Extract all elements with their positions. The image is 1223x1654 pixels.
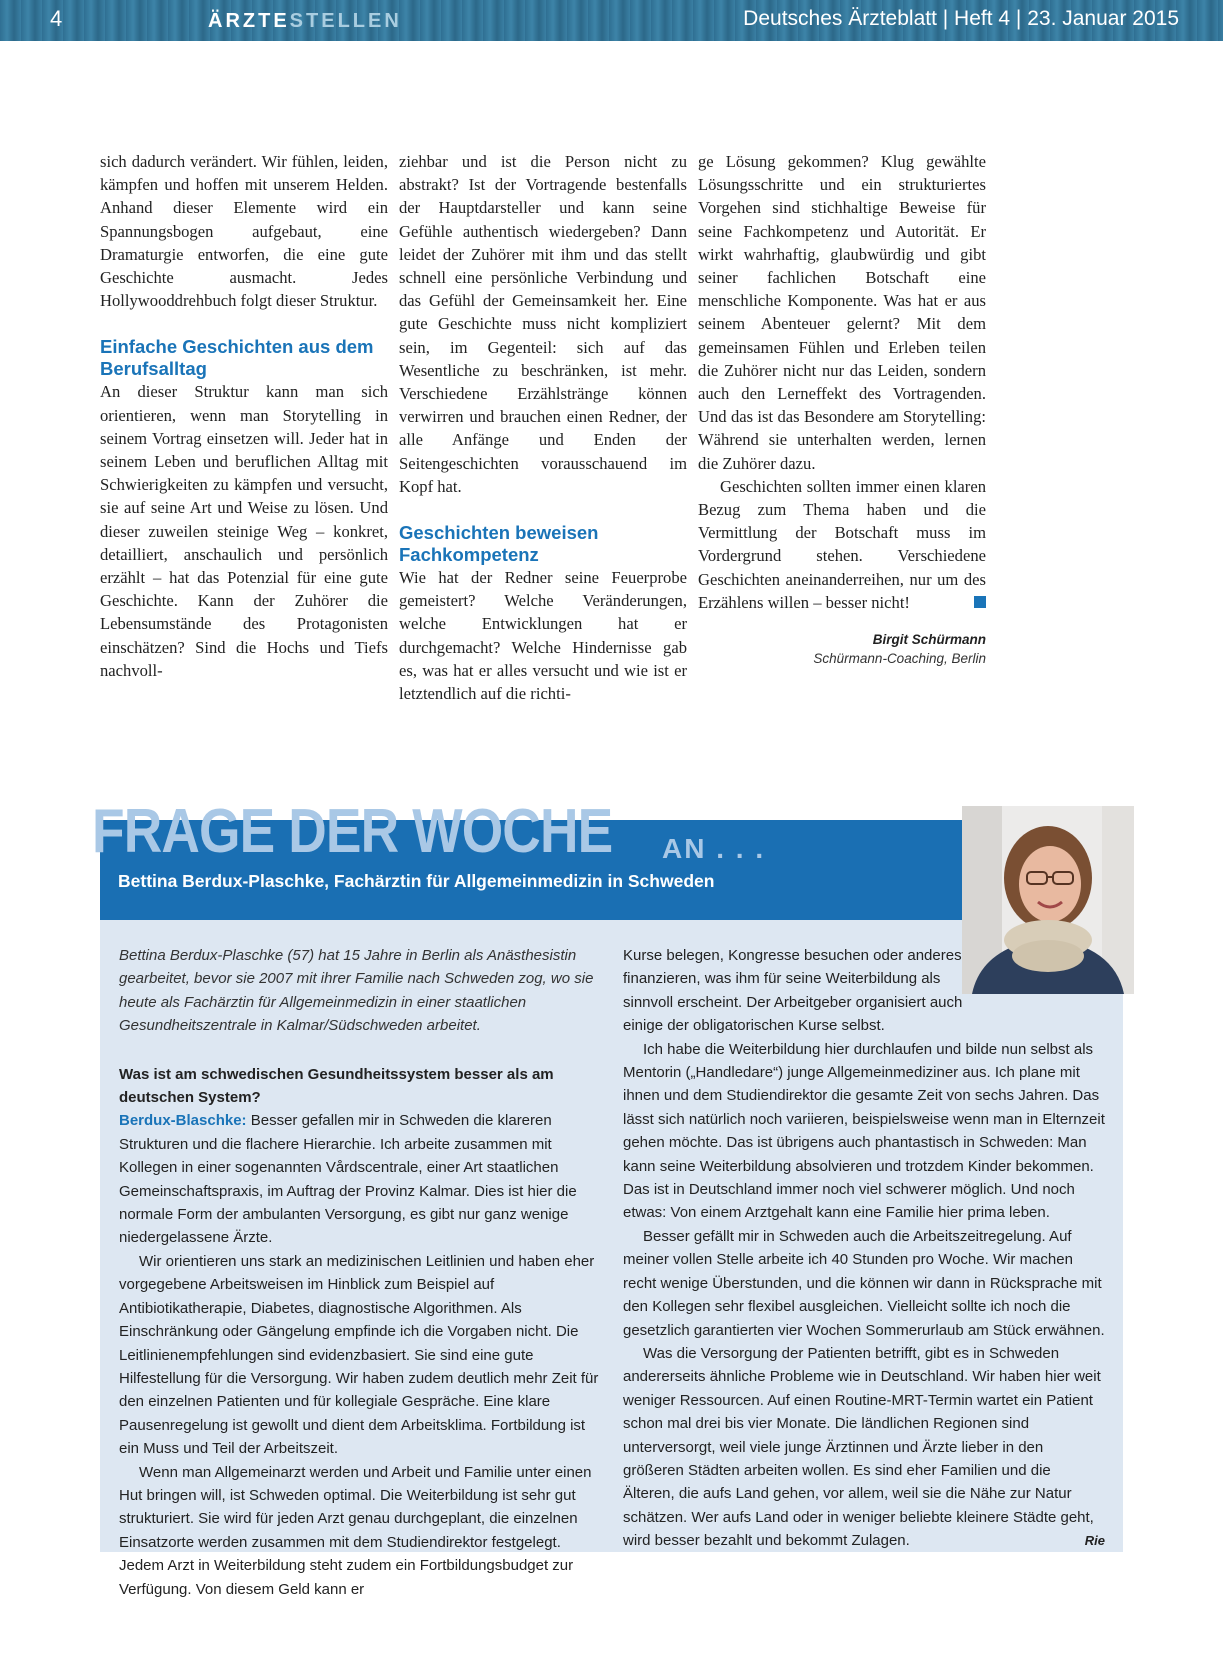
interview-paragraph: Kurse belegen, Kongresse besuchen oder anderes finanzieren, was ihm für seine Weiterbildung als sinnvoll erscheint. Der Arbeitgeber organisiert auch einige der obligatorischen Kurse selbst.: [623, 947, 963, 1035]
section-heading: Geschichten beweisen Fachkompetenz: [399, 522, 599, 566]
page-header: [0, 0, 1223, 41]
issue-info: Deutsches Ärzteblatt | Heft 4 | 23. Januar 2015: [743, 7, 1179, 30]
answer-text: Besser gefallen mir in Schweden die klareren Strukturen und die flachere Hierarchie. Ich arbeite zusammen mit Kollegen in einer sogenannten Vårdscentrale, einer Art staatlichen Gemeinschaftspraxis, im Auftrag der Provinz Kalmar. Dies ist hier die normale Form der ambulanten Versorgung, es gibt nur ganz wenige niedergelassene Ärzte.: [119, 1112, 577, 1247]
interview-paragraph-last: [623, 1342, 1105, 1553]
article-paragraph-last: [698, 475, 986, 614]
article-paragraph: sich dadurch verändert. Wir fühlen, leiden, kämpfen und hoffen mit unserem Helden. Anhand dieser Elemente wird ein Spannungsbogen aufgebaut, eine Dramaturgie entworfen, die eine gute Geschichte ausmacht. Jedes Hollywooddrehbuch folgt dieser Struktur.: [100, 152, 388, 311]
article-column-2: [399, 150, 687, 705]
interview-title: FRAGE DER WOCHE: [92, 797, 613, 866]
interview-column-2: [623, 944, 1105, 1553]
article-column-3: [698, 150, 986, 668]
article-column-1: [100, 150, 388, 682]
interview-answer: [119, 1109, 599, 1249]
article-paragraph: An dieser Struktur kann man sich orientieren, wenn man Storytelling in seinem Vortrag einsetzen will. Jeder hat in seinem Leben und beruflichen Alltag mit Schwierigkeiten zu kämpfen und versucht, sie auf seine Art und Weise zu lösen. Und dieser zuweilen steinige Weg – konkret, detailliert, anschaulich und persönlich erzählt – hat das Potenzial für eine gute Geschichte. Kann der Zuhörer die Lebensumstände des Protagonisten einschätzen? Sind die Hochs und Tiefs nachvoll-: [100, 382, 388, 680]
page-number: 4: [50, 6, 63, 31]
author-block: [698, 630, 986, 668]
interview-column-1: [119, 944, 599, 1601]
brand-part-2: STELLEN: [289, 10, 402, 32]
article-paragraph-text: Geschichten sollten immer einen klaren Bezug zum Thema haben und die Vermittlung der Botschaft muss im Vordergrund stehen. Verschiedene Geschichten aneinanderreihen, nur um des Erzählens willen – besser nicht!: [698, 476, 986, 612]
interview-paragraph-text: Was die Versorgung der Patienten betrifft, gibt es in Schweden andererseits ähnliche Probleme wie in Deutschland. Wir haben hier weit weniger Ressourcen. Auf einen Routine-MRT-Termin wartet ein Patient schon mal drei bis vier Monate. Die ländlichen Regionen sind unterversorgt, weil viele junge Ärztinnen und Ärzte lieber in den größeren Städten arbeiten wollen. Es sind eher Familien und die Älteren, die aufs Land gehen, vor allem, weil sie die Nähe zur Natur schätzen. Wer aufs Land oder in weniger beliebte kleinere Städte geht, wird besser bezahlt und bekommt Zulagen.: [623, 1344, 1101, 1550]
article-paragraph: ge Lösung gekommen? Klug gewählte Lösungsschritte und ein strukturiertes Vorgehen sind stichhaltige Beweise für seine Fachkompetenz und Autorität. Er wirkt wahrhaftig, glaubwürdig und gibt seiner fachlichen Botschaft eine menschliche Komponente. Was hat er aus seinem Abenteuer gelernt? Mit dem gemeinsamen Fühlen und Erleben teilen die Zuhörer nicht nur das Leiden, sondern auch den Lerneffekt des Vortragenden. Und das ist das Besondere am Storytelling: Während sie unterhalten werden, lernen die Zuhörer dazu.: [698, 152, 986, 473]
article-paragraph: ziehbar und ist die Person nicht zu abstrakt? Ist der Vortragende bestenfalls der Hauptdarsteller und kann seine Gefühle authentisch wiedergeben? Dann leidet der Zuhörer mit ihm und das stellt schnell eine persönliche Verbindung und das Gefühl der Gemeinsamkeit her. Eine gute Geschichte muss nicht kompliziert sein, im Gegenteil: sich auf das Wesentliche zu beschränken, ist mehr. Verschiedene Erzählstränge können verwirren und brauchen einen Redner, der alle Anfänge und Enden der Seitengeschichten vorausschauend im Kopf hat.: [399, 152, 687, 496]
interview-signature: Rie: [1084, 1533, 1105, 1549]
author-name: Birgit Schürmann: [872, 632, 986, 648]
brand-logo: [208, 10, 402, 33]
brand-part-1: ÄRZTE: [208, 10, 290, 32]
interview-question: Was ist am schwedischen Gesundheitssystem besser als am deutschen System?: [119, 1065, 554, 1107]
article-paragraph: Wie hat der Redner seine Feuerprobe gemeistert? Welche Veränderungen, welche Entwicklungen hat er durchgemacht? Welche Hindernisse gab es, was hat er alles versucht und wie ist er letztendlich auf die richti-: [399, 568, 687, 704]
interview-subtitle: Bettina Berdux-Plaschke, Fachärztin für Allgemeinmedizin in Schweden: [118, 871, 715, 891]
end-mark-icon: [974, 596, 986, 608]
interview-paragraph: Wenn man Allgemeinarzt werden und Arbeit und Familie unter einen Hut bringen will, ist Schweden optimal. Die Weiterbildung ist sehr gut strukturiert. Sie wird für jeden Arzt genau durchgeplant, die einzelnen Einsatzorte werden zusammen mit dem Studiendirektor festgelegt. Jedem Arzt in Weiterbildung steht zudem ein Fortbildungsbudget zur Verfügung. Von diesem Geld kann er: [119, 1463, 592, 1598]
interview-paragraph: Wir orientieren uns stark an medizinischen Leitlinien und haben eher vorgegebene Arbeitsweisen im Hinblick zum Beispiel auf Antibiotikatherapie, Diabetes, diagnostische Algorithmen. Als Einschränkung oder Gängelung empfinde ich die Vorgaben nicht. Die Leitlinienempfehlungen sind evidenzbasiert. Sie sind eine gute Hilfestellung für die Versorgung. Wir haben zudem deutlich mehr Zeit für den einzelnen Patienten und für kollegiale Gespräche. Eine klare Pausenregelung ist gewollt und dient dem Arbeitsklima. Fortbildung ist ein Muss und Teil der Arbeitszeit.: [119, 1252, 599, 1458]
speaker-label: Berdux-Blaschke:: [119, 1112, 247, 1130]
interview-title-suffix: AN . . .: [662, 833, 766, 864]
author-affiliation: Schürmann-Coaching, Berlin: [813, 651, 986, 667]
section-heading: Einfache Geschichten aus dem Berufsalltag: [100, 336, 374, 380]
interview-paragraph: Ich habe die Weiterbildung hier durchlaufen und bilde nun selbst als Mentorin („Handledare“) junge Allgemeinmediziner aus. Ich plane mit ihnen und dem Studiendirektor die gesamte Zeit von sechs Jahren. Das lässt sich natürlich noch variieren, beispielsweise wenn man in Elternzeit gehen möchte. Das ist übrigens auch phantastisch in Schweden: Man kann seine Weiterbildung absolvieren und trotzdem Kinder bekommen. Das ist in Deutschland immer noch viel schwerer möglich. Und noch etwas: Von einem Arztgehalt kann eine Familie hier prima leben.: [623, 1040, 1105, 1222]
interview-intro: Bettina Berdux-Plaschke (57) hat 15 Jahre in Berlin als Anästhesistin gearbeitet, bevor sie 2007 mit ihrer Familie nach Schweden zog, wo sie heute als Fachärztin für Allgemeinmedizin in einer staatlichen Gesundheitszentrale in Kalmar/Südschweden arbeitet.: [119, 947, 594, 1035]
interview-paragraph: Besser gefällt mir in Schweden auch die Arbeitszeitregelung. Auf meiner vollen Stelle arbeite ich 40 Stunden pro Woche. Wir machen recht wenige Überstunden, und die können wir dann in Rücksprache mit den Kollegen sehr flexibel ausgleichen. Vielleicht sollte ich noch die gesetzlich garantierten vier Wochen Sommerurlaub am Stück erwähnen.: [623, 1227, 1105, 1339]
